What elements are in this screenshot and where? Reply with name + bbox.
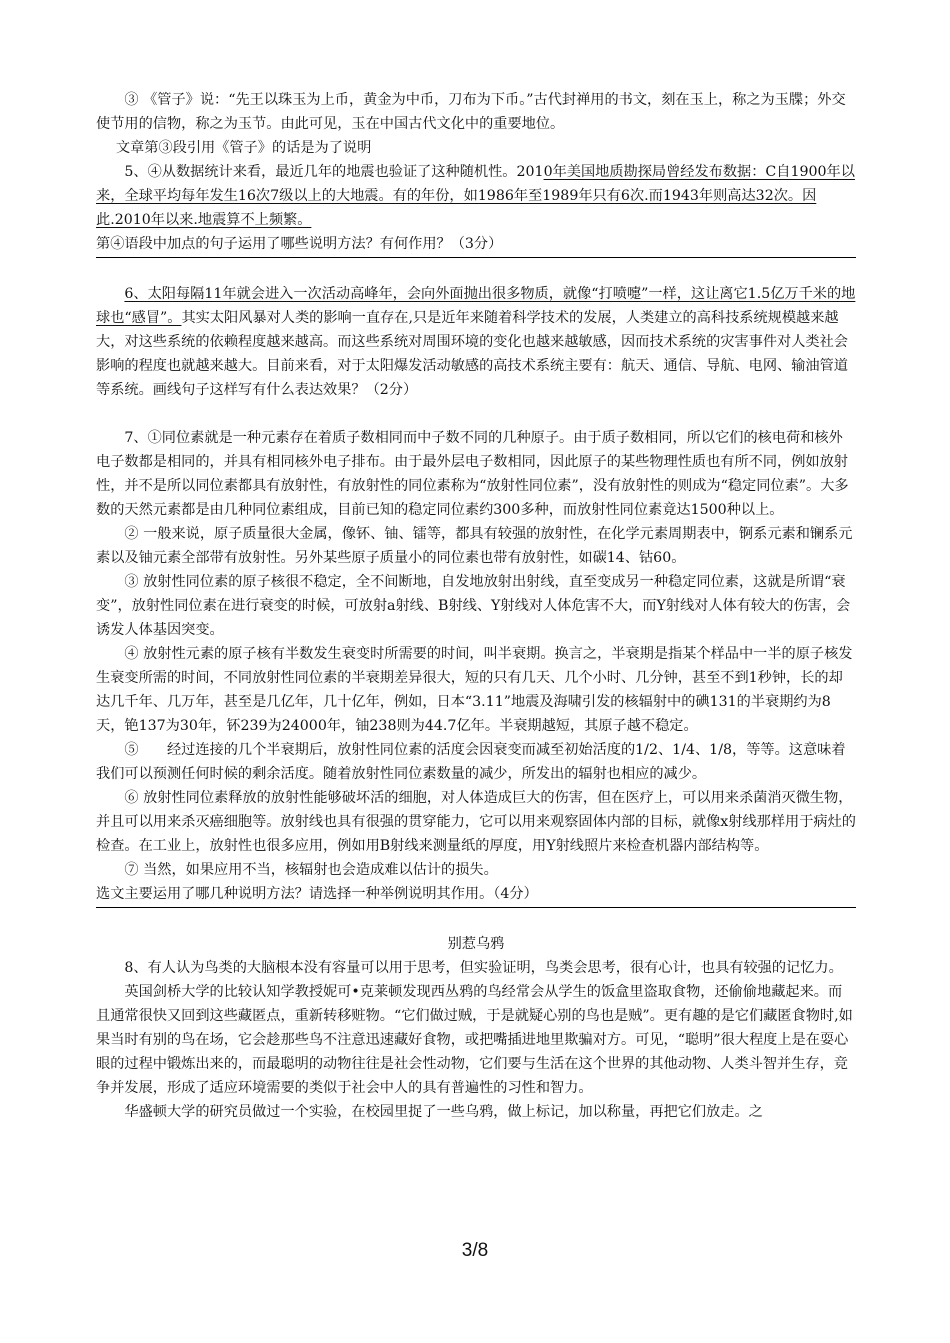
q7-paragraph-7: ⑦ 当然，如果应用不当，核辐射也会造成难以估计的损失。 [124,862,498,878]
q8-article-title: 别惹乌鸦 [447,936,505,952]
q5-question: 第④语段中加点的句子运用了哪些说明方法？有何作用？（3分） [96,232,856,258]
q8-paragraph-2: 英国剑桥大学的比较认知学教授妮可•克莱顿发现西丛鸦的鸟经常会从学生的饭盒里盗取食物，还偷偷地藏起来。而且通常很快又回到这些藏匿点，重新转移赃物。“它们做过贼，于是就疑心别的鸟也是贼”。更有趣的是它们藏匿食物时,如果当时有别的鸟在场，它会趁那些鸟不注意迅速藏好食物，或把嘴插进地里欺骗对方。可见，“聪明”很大程度上是在耍心眼的过程中锻炼出来的，而最聪明的动物往往是社会性动物，它们要与生活在这个世界的其他动物、人类斗智并生存，竞争并发展，形成了适应环境需要的类似于社会中人的具有普遍性的习性和智力。 [96,984,853,1096]
q8-paragraph-1: 8、有人认为鸟类的大脑根本没有容量可以用于思考，但实验证明，鸟类会思考，很有心计，也具有较强的记忆力。 [124,960,843,976]
q6-underlined-sentence: 6、太阳每隔11年就会进入一次活动高峰年，会向外面抛出很多物质，就像“打喷嚏”一样，这让离它1.5亿万千米的地球也“感冒”。 [96,286,856,326]
q7-paragraph-1: 7、①同位素就是一种元素存在着质子数相同而中子数不同的几种原子。由于质子数相同，所以它们的核电荷和核外电子数都是相同的，并具有相同核外电子排布。由于最外层电子数相同，因此原子的某些物理性质也有所不同，例如放射性，并不是所以同位素都具有放射性，有放射性的同位素称为“放射性同位素”，没有放射性的则成为“稳定同位素”。大多数的天然元素都是由几种同位素组成，目前已知的稳定同位素约300多种，而放射性同位素竟达1500种以上。 [96,430,849,518]
q7-paragraph-6: ⑥ 放射性同位素释放的放射性能够破坏活的细胞，对人体造成巨大的伤害，但在医疗上，可以用来杀菌消灭微生物，并且可以用来杀灭癌细胞等。放射线也具有很强的贯穿能力，它可以用来观察固体内部的目标，就像x射线那样用于病灶的检查。在工业上，放射性也很多应用，例如用B射线来测量纸的厚度，用Y射线照片来检查机器内部结构等。 [96,790,856,854]
q5-lead-text: 5、④从数据统计来看，最近几年的地震也验证了这种随机性。201 [124,164,544,180]
page-number: 3/8 [461,1240,489,1261]
q5-context-question: 文章第③段引用《管子》的话是为了说明 [115,140,372,156]
q6-paragraph [96,282,856,402]
q7-paragraph-2: ② 一般来说，原子质量很大金属，像钚、铀、镭等，都具有较强的放射性，在化学元素周期表中，锕系元素和镧系元素以及铀元素全部带有放射性。另外某些原子质量小的同位素也带有放射性，如碳14、钴60。 [96,526,853,566]
q7-question: 选文主要运用了哪几种说明方法？请选择一种举例说明其作用。（4分） [96,882,856,908]
q5-paragraph [96,160,856,232]
document-page [96,88,856,1124]
q8-paragraph-3: 华盛顿大学的研究员做过一个实验，在校园里捉了一些乌鸦，做上标记，加以称量，再把它们放走。之 [124,1104,763,1120]
q6-rest-text: 其实太阳风暴对人类的影响一直存在,只是近年来随着科学技术的发展，人类建立的高科技系统规模越来越大，对这些系统的依赖程度越来越高。而这些系统对周围环境的变化也越来越敏感，因而技术系统的灾害事件对人类社会影响的程度也就越来越大。目前来看，对于太阳爆发活动敏感的高技术系统主要有：航天、通信、导航、电网、输油管道等系统。画线句子这样写有什么表达效果？（2分） [96,310,848,398]
q7-paragraph-4: ④ 放射性元素的原子核有半数发生衰变时所需要的时间，叫半衰期。换言之，半衰期是指某个样品中一半的原子核发生衰变所需的时间，不同放射性同位素的半衰期差异很大，短的只有几天、几个小时、几分钟，甚至不到1秒钟，长的却达几千年、几万年，甚至是几亿年，几十亿年，例如，日本“3.11”地震及海啸引发的核辐射中的碘131的半衰期约为8天，铯137为30年，钚239为24000年，铀238则为44.7亿年。半衰期越短，其原子越不稳定。 [96,646,853,734]
q5-context-paragraph-3: ③ 《管子》说：“先王以珠玉为上币，黄金为中币，刀布为下币。”古代封禅用的书文，刻在玉上，称之为玉牒；外交使节用的信物，称之为玉节。由此可见，玉在中国古代文化中的重要地位。 [96,92,846,132]
q7-paragraph-3: ③ 放射性同位素的原子核很不稳定，全不间断地，自发地放射出射线，直至变成另一种稳定同位素，这就是所谓“衰变”，放射性同位素在进行衰变的时候，可放射a射线、B射线、Y射线对人体危害不大，而Y射线对人体有较大的伤害，会诱发人体基因突变。 [96,574,851,638]
q7-paragraph-5: ⑤ 经过连接的几个半衰期后，放射性同位素的活度会因衰变而减至初始活度的1/2、1/4、1/8，等等。这意味着我们可以预测任何时候的剩余活度。随着放射性同位素数量的减少，所发出的辐射也相应的减少。 [96,742,846,782]
q5-dotted-sentence: 0年美国地质勘探局曾经发布数据：C自1900年以来，全球平均每年发生16次7级以上的大地震。有的年份，如1986年至1989年只有6次.而1943年则高达32次。因此.2010年以来.地震算不上频繁。 [96,164,855,228]
